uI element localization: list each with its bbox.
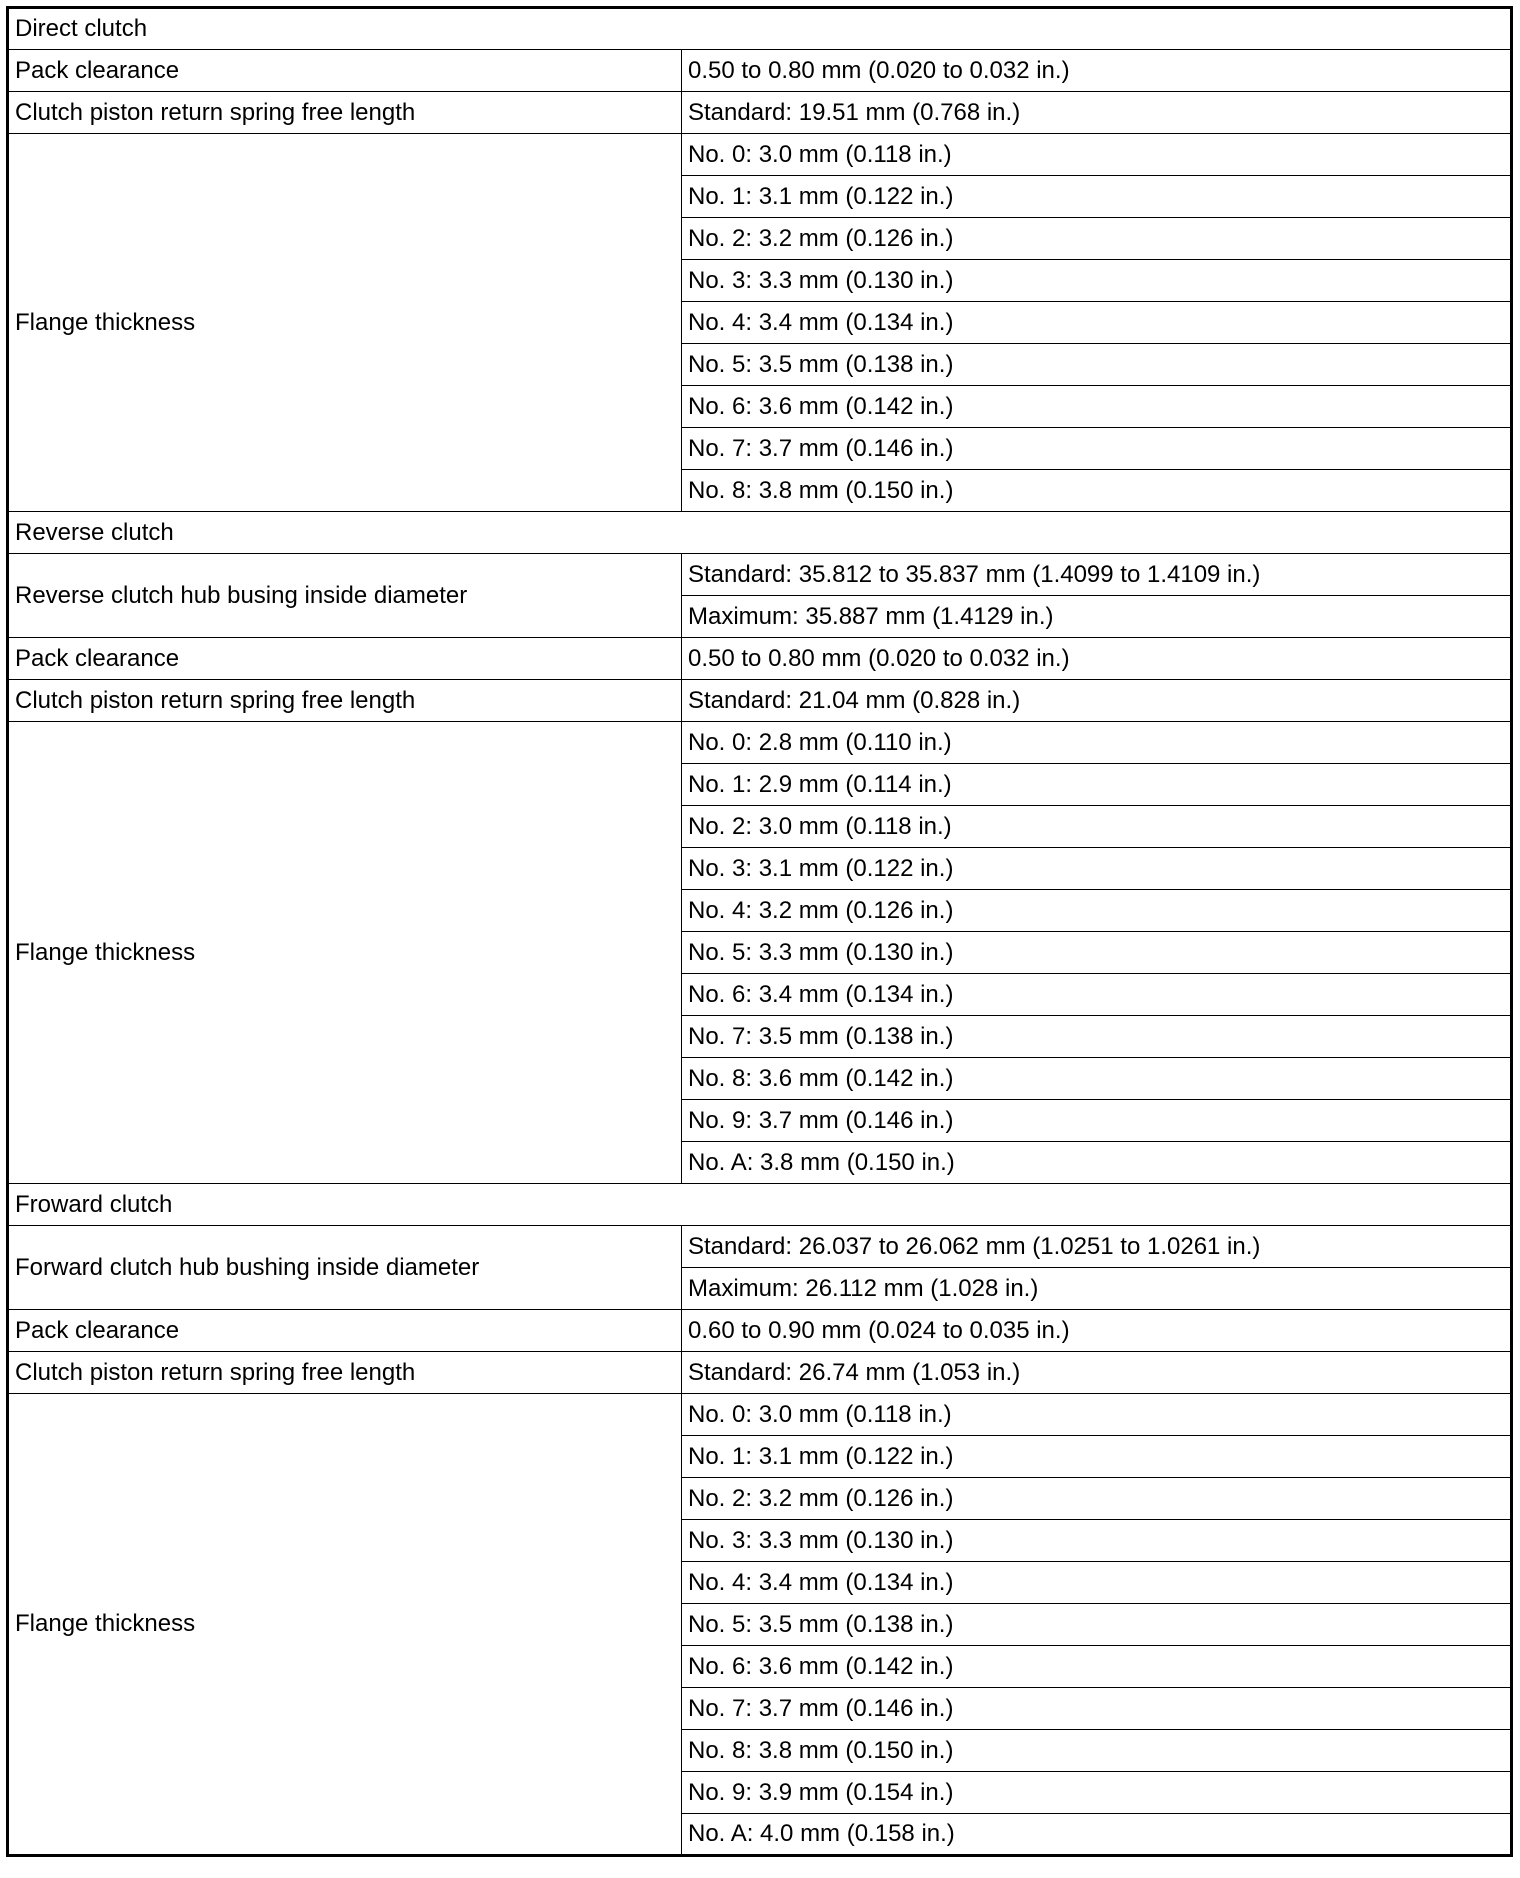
section-header-row — [8, 1184, 1512, 1226]
table-row — [8, 1310, 1512, 1352]
spec-value: Standard: 26.037 to 26.062 mm (1.0251 to 1.0261 in.) — [682, 1226, 1512, 1268]
spec-value: No. 3: 3.1 mm (0.122 in.) — [682, 848, 1512, 890]
spec-value: Maximum: 26.112 mm (1.028 in.) — [682, 1268, 1512, 1310]
spec-value: No. 8: 3.8 mm (0.150 in.) — [682, 470, 1512, 512]
spec-value: No. 3: 3.3 mm (0.130 in.) — [682, 1520, 1512, 1562]
spec-value: No. 6: 3.4 mm (0.134 in.) — [682, 974, 1512, 1016]
spec-table-body — [8, 8, 1512, 1856]
spec-value: 0.60 to 0.90 mm (0.024 to 0.035 in.) — [682, 1310, 1512, 1352]
table-row — [8, 722, 1512, 764]
section-header-row — [8, 8, 1512, 50]
spec-value: No. 5: 3.5 mm (0.138 in.) — [682, 344, 1512, 386]
spec-value: No. 0: 2.8 mm (0.110 in.) — [682, 722, 1512, 764]
table-row — [8, 680, 1512, 722]
table-row — [8, 92, 1512, 134]
spec-value: No. A: 3.8 mm (0.150 in.) — [682, 1142, 1512, 1184]
spec-value: No. 1: 3.1 mm (0.122 in.) — [682, 176, 1512, 218]
table-row — [8, 134, 1512, 176]
spec-value: No. 0: 3.0 mm (0.118 in.) — [682, 1394, 1512, 1436]
spec-value: No. 9: 3.9 mm (0.154 in.) — [682, 1772, 1512, 1814]
spec-value: No. 4: 3.4 mm (0.134 in.) — [682, 302, 1512, 344]
spec-value: No. 2: 3.2 mm (0.126 in.) — [682, 218, 1512, 260]
table-row — [8, 1352, 1512, 1394]
spec-value: No. 4: 3.2 mm (0.126 in.) — [682, 890, 1512, 932]
spec-value: No. 3: 3.3 mm (0.130 in.) — [682, 260, 1512, 302]
spec-label: Flange thickness — [8, 134, 682, 512]
spec-value: No. 7: 3.5 mm (0.138 in.) — [682, 1016, 1512, 1058]
spec-value: No. 6: 3.6 mm (0.142 in.) — [682, 1646, 1512, 1688]
spec-label: Flange thickness — [8, 1394, 682, 1856]
spec-value: No. 4: 3.4 mm (0.134 in.) — [682, 1562, 1512, 1604]
spec-label: Flange thickness — [8, 722, 682, 1184]
section-title: Froward clutch — [8, 1184, 1512, 1226]
spec-label: Clutch piston return spring free length — [8, 680, 682, 722]
table-row — [8, 638, 1512, 680]
spec-value: No. 1: 2.9 mm (0.114 in.) — [682, 764, 1512, 806]
spec-label: Pack clearance — [8, 638, 682, 680]
table-row — [8, 1394, 1512, 1436]
section-title: Direct clutch — [8, 8, 1512, 50]
spec-label: Clutch piston return spring free length — [8, 1352, 682, 1394]
spec-value: 0.50 to 0.80 mm (0.020 to 0.032 in.) — [682, 50, 1512, 92]
spec-value: No. 0: 3.0 mm (0.118 in.) — [682, 134, 1512, 176]
spec-label: Pack clearance — [8, 1310, 682, 1352]
section-header-row — [8, 512, 1512, 554]
spec-value: No. 1: 3.1 mm (0.122 in.) — [682, 1436, 1512, 1478]
spec-value: Standard: 21.04 mm (0.828 in.) — [682, 680, 1512, 722]
spec-value: Standard: 19.51 mm (0.768 in.) — [682, 92, 1512, 134]
section-title: Reverse clutch — [8, 512, 1512, 554]
spec-value: No. 2: 3.2 mm (0.126 in.) — [682, 1478, 1512, 1520]
spec-value: No. 8: 3.8 mm (0.150 in.) — [682, 1730, 1512, 1772]
spec-value: Standard: 35.812 to 35.837 mm (1.4099 to 1.4109 in.) — [682, 554, 1512, 596]
spec-value: 0.50 to 0.80 mm (0.020 to 0.032 in.) — [682, 638, 1512, 680]
spec-label: Clutch piston return spring free length — [8, 92, 682, 134]
table-row — [8, 1226, 1512, 1268]
spec-value: No. 7: 3.7 mm (0.146 in.) — [682, 428, 1512, 470]
table-row — [8, 554, 1512, 596]
spec-label: Reverse clutch hub busing inside diameter — [8, 554, 682, 638]
table-row — [8, 50, 1512, 92]
spec-value: No. 5: 3.3 mm (0.130 in.) — [682, 932, 1512, 974]
spec-value: No. 5: 3.5 mm (0.138 in.) — [682, 1604, 1512, 1646]
spec-value: Standard: 26.74 mm (1.053 in.) — [682, 1352, 1512, 1394]
spec-value: No. A: 4.0 mm (0.158 in.) — [682, 1814, 1512, 1856]
spec-value: Maximum: 35.887 mm (1.4129 in.) — [682, 596, 1512, 638]
spec-value: No. 2: 3.0 mm (0.118 in.) — [682, 806, 1512, 848]
spec-label: Pack clearance — [8, 50, 682, 92]
spec-value: No. 9: 3.7 mm (0.146 in.) — [682, 1100, 1512, 1142]
clutch-spec-table — [6, 6, 1513, 1857]
spec-value: No. 6: 3.6 mm (0.142 in.) — [682, 386, 1512, 428]
spec-value: No. 8: 3.6 mm (0.142 in.) — [682, 1058, 1512, 1100]
spec-value: No. 7: 3.7 mm (0.146 in.) — [682, 1688, 1512, 1730]
spec-label: Forward clutch hub bushing inside diameter — [8, 1226, 682, 1310]
